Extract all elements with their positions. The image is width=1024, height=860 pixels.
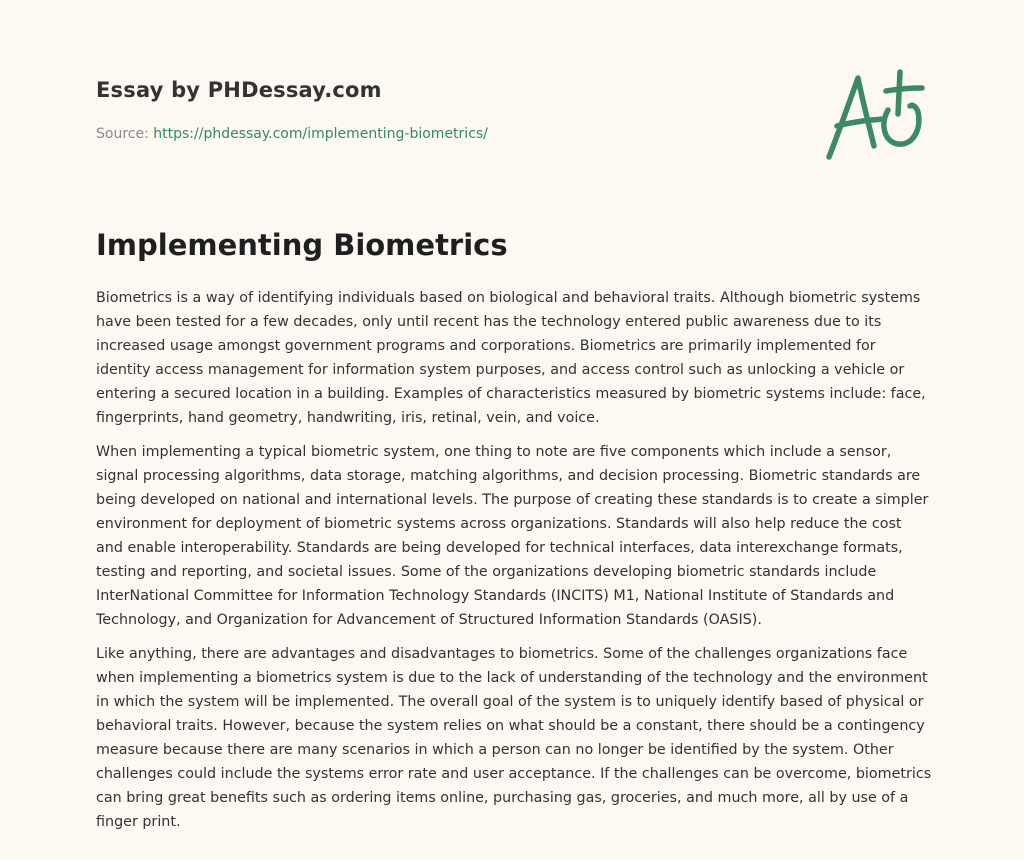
paragraph-1: Biometrics is a way of identifying individuals based on biological and behavioral traits. Although biometric systems have been tested for a few decades, only until recent has the technology entered public awareness due to its increased usage amongst government programs and corporations. Biometrics are primarily implemented for identity access management for information system purposes, and access control such as unlocking a vehicle or entering a secured location in a building. Examples of characteristics measured by biometric systems include: face, fingerprints, hand geometry, handwriting, iris, retinal, vein, and voice. bbox=[96, 290, 926, 426]
source-link[interactable]: https://phdessay.com/implementing-biometrics/ bbox=[153, 126, 488, 142]
paragraph-3: Like anything, there are advantages and disadvantages to biometrics. Some of the challenges organizations face when implementing a biometrics system is due to the lack of understanding of the technology and the environment in which the system will be implemented. The overall goal of the system is to uniquely identify based of physical or behavioral traits. However, because the system relies on what should be a constant, there should be a contingency measure because there are many scenarios in which a person can no longer be identified by the system. Other challenges could include the systems error rate and user acceptance. If the challenges can be overcome, biometrics can bring great benefits such as ordering items online, purchasing gas, groceries, and much more, all by use of a finger print. bbox=[96, 646, 932, 830]
essay-title: Implementing Biometrics bbox=[96, 228, 508, 262]
site-title: Essay by PHDessay.com bbox=[96, 78, 382, 102]
a-plus-grade-icon bbox=[818, 64, 934, 168]
source-line bbox=[96, 124, 796, 144]
paragraph-2: When implementing a typical biometric system, one thing to note are five components which include a sensor, signal processing algorithms, data storage, matching algorithms, and decision processing. Biometric standards are being developed on national and international levels. The purpose of creating these standards is to create a simpler environment for deployment of biometric systems across organizations. Standards will also help reduce the cost and enable interoperability. Standards are being developed for technical interfaces, data interexchange formats, testing and reporting, and societal issues. Some of the organizations developing biometric standards include InterNational Committee for Information Technology Standards (INCITS) M1, National Institute of Standards and Technology, and Organization for Advancement of Structured Information Standards (OASIS). bbox=[96, 444, 929, 628]
article bbox=[96, 226, 932, 834]
page-header bbox=[96, 76, 796, 144]
source-label: Source: bbox=[96, 126, 154, 142]
